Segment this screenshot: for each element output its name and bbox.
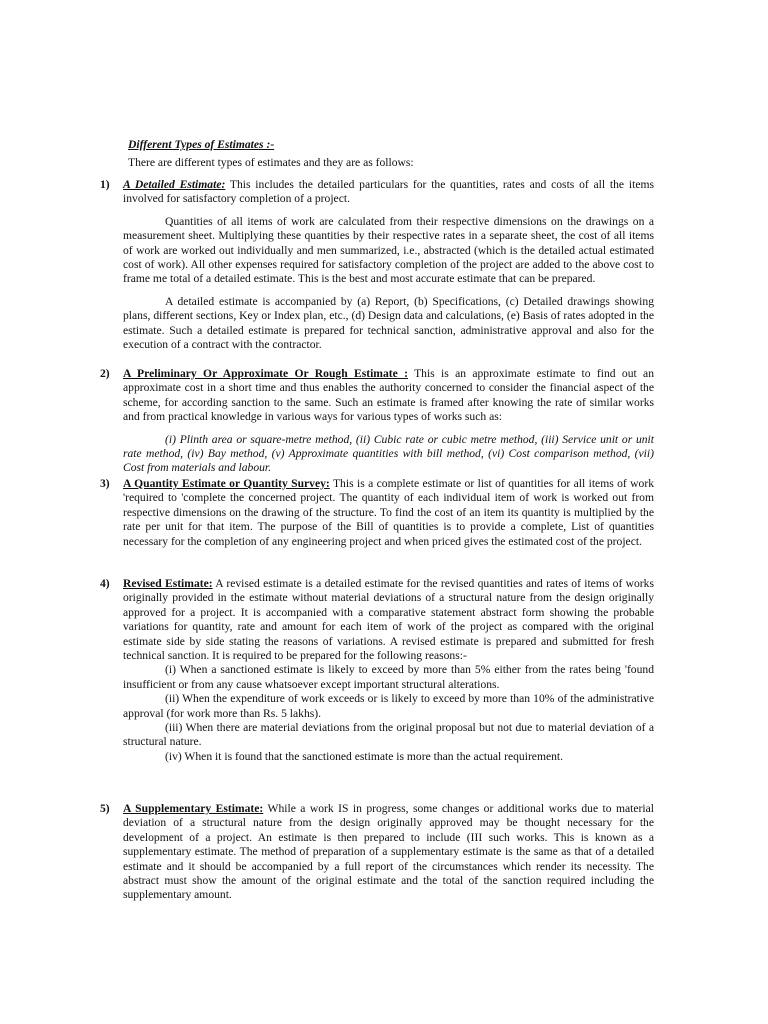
- section-paragraph: A detailed estimate is accompanied by (a) Report, (b) Specifications, (c) Detailed drawings showing plans, different sections, Key or Index plan, etc., (d) Design data and calculations, (e) Basis of rates adopted in the estimate. Such a detailed estimate is prepared for technical sanction, administrative approval and also for the execution of a contract with the contractor.: [123, 294, 654, 352]
- reason-item: (iii) When there are material deviations from the original proposal but not due to material deviation of a structural nature.: [123, 721, 654, 749]
- section-heading: A Supplementary Estimate:: [123, 802, 264, 815]
- reason-item: (i) When a sanctioned estimate is likely to exceed by more than 5% either from the rates being 'found insufficient or from any cause whatsoever except important structural alterations.: [123, 663, 654, 691]
- section-number: 4): [100, 577, 110, 590]
- section-heading: A Quantity Estimate or Quantity Survey:: [123, 477, 330, 490]
- document-title: Different Types of Estimates :-: [128, 138, 275, 151]
- section-heading: A Preliminary Or Approximate Or Rough Estimate :: [123, 367, 408, 380]
- section-lead: A revised estimate is a detailed estimate for the revised quantities and rates of items of works originally provided in the estimate without material deviations of a structural nature from the design originally approved for a project. It is accompanied with a comparative statement abstract form showing the probable variations for quantity, rate and amount for each item of work of the project as compared with the original estimate side by side stating the reasons of variations. A revised estimate is prepared and submitted for fresh technical sanction. It is required to be prepared for the following reasons:-: [123, 577, 654, 663]
- section-lead: While a work IS in progress, some changes or additional works due to material deviation of a structural nature from the design originally approved may be thought necessary for the development of a project. An estimate is then prepared to include (III such works. This is known as a supplementary estimate. The method of preparation of a supplementary estimate is the same as that of a detailed estimate and it should be accompanied by a full report of the circumstances which render its necessity. The abstract must show the amount of the original estimate and the total of the sanction required including the supplementary amount.: [123, 802, 654, 902]
- section-number: 1): [100, 178, 110, 191]
- section-heading: A Detailed Estimate:: [123, 178, 226, 191]
- section-revised-estimate: [123, 577, 654, 764]
- section-paragraph: Quantities of all items of work are calculated from their respective dimensions on the drawings on a measurement sheet. Multiplying these quantities by their respective rates in a separate sheet, the cost of all items of work are worked out individually and men summarized, i.e., abstracted (which is the detailed actual estimated cost of work). All other expenses required for satisfactory completion of the project are added to the above cost to frame me total of a detailed estimate. This is the best and most accurate estimate that can be prepared.: [123, 214, 654, 286]
- section-number: 2): [100, 367, 110, 380]
- document-intro: There are different types of estimates and they are as follows:: [128, 156, 414, 169]
- section-method-list: (i) Plinth area or square-metre method, (ii) Cubic rate or cubic metre method, (iii) Service unit or unit rate method, (iv) Bay method, (v) Approximate quantities with bill method, (vi) Cost comparison method, (vii) Cost from materials and labour.: [123, 432, 654, 475]
- section-lead: This is a complete estimate or list of quantities for all items of work 'required to 'complete the concerned project. The quantity of each individual item of work is worked out from respective dimensions on the drawing of the structure. To find the cost of an item its quantity is multiplied by the rate per unit for that item. The purpose of the Bill of quantities is to provide a complete, List of quantities necessary for the completion of any engineering project and when priced gives the estimated cost of the project.: [123, 477, 654, 548]
- section-number: 5): [100, 802, 110, 815]
- section-detailed-estimate: [123, 178, 654, 352]
- section-preliminary-estimate: [123, 367, 654, 476]
- section-quantity-estimate: [123, 477, 654, 549]
- reason-item: (ii) When the expenditure of work exceeds or is likely to exceed by more than 10% of the administrative approval (for work more than Rs. 5 lakhs).: [123, 692, 654, 720]
- section-lead: This includes the detailed particulars for the quantities, rates and costs of all the items involved for satisfactory completion of a project.: [123, 178, 654, 206]
- section-supplementary-estimate: [123, 802, 654, 903]
- section-number: 3): [100, 477, 110, 490]
- section-lead: This is an approximate estimate to find out an approximate cost in a short time and thus enables the authority concerned to consider the financial aspect of the scheme, for according sanction to the same. Such an estimate is framed after knowing the rate of similar works and from practical knowledge in various ways for various types of works such as:: [123, 367, 654, 424]
- section-heading: Revised Estimate:: [123, 577, 213, 590]
- reason-item: (iv) When it is found that the sanctioned estimate is more than the actual requirement.: [165, 749, 564, 763]
